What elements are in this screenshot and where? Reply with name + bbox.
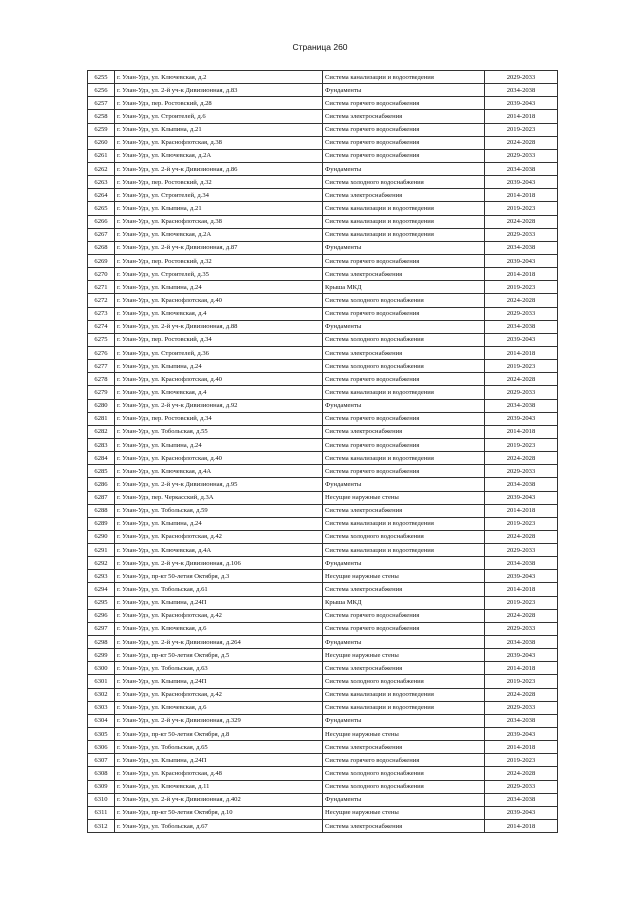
period-cell: 2024-2028 (485, 530, 558, 543)
period-cell: 2024-2028 (485, 609, 558, 622)
row-number-cell: 6270 (88, 268, 115, 281)
table-row (88, 71, 558, 84)
work-type-cell: Система горячего водоснабжения (323, 754, 485, 767)
table-row (88, 767, 558, 780)
row-number-cell: 6271 (88, 281, 115, 294)
work-type-cell: Система горячего водоснабжения (323, 307, 485, 320)
period-cell: 2024-2028 (485, 294, 558, 307)
address-cell: г. Улан-Удэ, ул. Ключевская, д.4А (115, 544, 323, 557)
table-row (88, 360, 558, 373)
table-row (88, 596, 558, 609)
address-cell: г. Улан-Удэ, ул. Строителей, д.35 (115, 268, 323, 281)
period-cell: 2029-2033 (485, 622, 558, 635)
table-row (88, 636, 558, 649)
table-row (88, 254, 558, 267)
table-row (88, 701, 558, 714)
table-row (88, 728, 558, 741)
table-row (88, 478, 558, 491)
work-type-cell: Система электроснабжения (323, 110, 485, 123)
address-cell: г. Улан-Удэ, ул. Ключевская, д.4А (115, 465, 323, 478)
address-cell: г. Улан-Удэ, ул. 2-й уч-к Дивизионная, д.88 (115, 320, 323, 333)
table-row (88, 609, 558, 622)
work-type-cell: Система холодного водоснабжения (323, 530, 485, 543)
table-row (88, 688, 558, 701)
period-cell: 2014-2018 (485, 268, 558, 281)
work-type-cell: Система электроснабжения (323, 268, 485, 281)
work-type-cell: Система горячего водоснабжения (323, 254, 485, 267)
table-row (88, 215, 558, 228)
period-cell: 2039-2043 (485, 491, 558, 504)
table-row (88, 793, 558, 806)
period-cell: 2034-2038 (485, 320, 558, 333)
row-number-cell: 6266 (88, 215, 115, 228)
address-cell: г. Улан-Удэ, ул. Ключевская, д.6 (115, 622, 323, 635)
work-type-cell: Система горячего водоснабжения (323, 465, 485, 478)
table-row (88, 714, 558, 727)
period-cell: 2029-2033 (485, 71, 558, 84)
table-row (88, 754, 558, 767)
table-row (88, 176, 558, 189)
row-number-cell: 6291 (88, 544, 115, 557)
address-cell: г. Улан-Удэ, ул. Клыпина, д.24 (115, 360, 323, 373)
address-cell: г. Улан-Удэ, ул. Строителей, д.6 (115, 110, 323, 123)
work-type-cell: Фундаменты (323, 636, 485, 649)
table-row (88, 241, 558, 254)
table-row (88, 452, 558, 465)
period-cell: 2029-2033 (485, 307, 558, 320)
work-type-cell: Система электроснабжения (323, 425, 485, 438)
address-cell: г. Улан-Удэ, ул. Ключевская, д.4 (115, 307, 323, 320)
period-cell: 2024-2028 (485, 373, 558, 386)
work-type-cell: Система холодного водоснабжения (323, 767, 485, 780)
address-cell: г. Улан-Удэ, ул. 2-й уч-к Дивизионная, д.83 (115, 84, 323, 97)
row-number-cell: 6306 (88, 741, 115, 754)
row-number-cell: 6259 (88, 123, 115, 136)
period-cell: 2019-2023 (485, 675, 558, 688)
row-number-cell: 6296 (88, 609, 115, 622)
period-cell: 2014-2018 (485, 741, 558, 754)
period-cell: 2019-2023 (485, 123, 558, 136)
period-cell: 2019-2023 (485, 596, 558, 609)
row-number-cell: 6307 (88, 754, 115, 767)
work-type-cell: Система электроснабжения (323, 346, 485, 359)
table-row (88, 346, 558, 359)
work-type-cell: Несущие наружные стены (323, 491, 485, 504)
page-header: Страница 260 (292, 42, 348, 52)
address-cell: г. Улан-Удэ, ул. 2-й уч-к Дивизионная, д.95 (115, 478, 323, 491)
period-cell: 2039-2043 (485, 97, 558, 110)
period-cell: 2029-2033 (485, 386, 558, 399)
table-row (88, 202, 558, 215)
row-number-cell: 6312 (88, 820, 115, 833)
period-cell: 2014-2018 (485, 820, 558, 833)
table-row (88, 228, 558, 241)
row-number-cell: 6278 (88, 373, 115, 386)
address-cell: г. Улан-Удэ, пер. Ростовский, д.32 (115, 254, 323, 267)
row-number-cell: 6260 (88, 136, 115, 149)
address-cell: г. Улан-Удэ, ул. Краснофлотская, д.48 (115, 767, 323, 780)
address-cell: г. Улан-Удэ, ул. Краснофлотская, д.40 (115, 294, 323, 307)
period-cell: 2029-2033 (485, 544, 558, 557)
table-row (88, 649, 558, 662)
row-number-cell: 6302 (88, 688, 115, 701)
address-cell: г. Улан-Удэ, пер. Ростовский, д.34 (115, 412, 323, 425)
table-row (88, 333, 558, 346)
table-row (88, 544, 558, 557)
period-cell: 2029-2033 (485, 228, 558, 241)
row-number-cell: 6299 (88, 649, 115, 662)
work-type-cell: Фундаменты (323, 478, 485, 491)
period-cell: 2014-2018 (485, 189, 558, 202)
address-cell: г. Улан-Удэ, пер. Ростовский, д.34 (115, 333, 323, 346)
table-row (88, 149, 558, 162)
work-type-cell: Система горячего водоснабжения (323, 149, 485, 162)
work-type-cell: Система холодного водоснабжения (323, 294, 485, 307)
address-cell: г. Улан-Удэ, ул. 2-й уч-к Дивизионная, д.106 (115, 557, 323, 570)
table-row (88, 504, 558, 517)
row-number-cell: 6273 (88, 307, 115, 320)
period-cell: 2034-2038 (485, 162, 558, 175)
address-cell: г. Улан-Удэ, ул. Ключевская, д.4 (115, 386, 323, 399)
row-number-cell: 6277 (88, 360, 115, 373)
address-cell: г. Улан-Удэ, пер. Ростовский, д.32 (115, 176, 323, 189)
work-type-cell: Система горячего водоснабжения (323, 609, 485, 622)
table-row (88, 662, 558, 675)
address-cell: г. Улан-Удэ, ул. 2-й уч-к Дивизионная, д.402 (115, 793, 323, 806)
address-cell: г. Улан-Удэ, ул. Клыпина, д.21 (115, 202, 323, 215)
row-number-cell: 6275 (88, 333, 115, 346)
address-cell: г. Улан-Удэ, ул. 2-й уч-к Дивизионная, д.86 (115, 162, 323, 175)
work-type-cell: Система канализации и водоотведения (323, 701, 485, 714)
table-row (88, 570, 558, 583)
row-number-cell: 6263 (88, 176, 115, 189)
address-cell: г. Улан-Удэ, ул. Краснофлотская, д.38 (115, 215, 323, 228)
address-cell: г. Улан-Удэ, ул. Тобольская, д.65 (115, 741, 323, 754)
period-cell: 2019-2023 (485, 202, 558, 215)
row-number-cell: 6283 (88, 438, 115, 451)
work-type-cell: Фундаменты (323, 162, 485, 175)
work-type-cell: Несущие наружные стены (323, 728, 485, 741)
row-number-cell: 6280 (88, 399, 115, 412)
period-cell: 2024-2028 (485, 136, 558, 149)
work-type-cell: Система канализации и водоотведения (323, 517, 485, 530)
period-cell: 2034-2038 (485, 793, 558, 806)
work-type-cell: Система электроснабжения (323, 583, 485, 596)
row-number-cell: 6303 (88, 701, 115, 714)
address-cell: г. Улан-Удэ, ул. Строителей, д.34 (115, 189, 323, 202)
work-type-cell: Система канализации и водоотведения (323, 228, 485, 241)
work-type-cell: Система холодного водоснабжения (323, 780, 485, 793)
period-cell: 2014-2018 (485, 110, 558, 123)
period-cell: 2019-2023 (485, 438, 558, 451)
row-number-cell: 6297 (88, 622, 115, 635)
period-cell: 2039-2043 (485, 333, 558, 346)
work-type-cell: Система канализации и водоотведения (323, 452, 485, 465)
period-cell: 2039-2043 (485, 806, 558, 819)
address-cell: г. Улан-Удэ, пер. Ростовский, д.28 (115, 97, 323, 110)
address-cell: г. Улан-Удэ, пр-кт 50-летия Октября, д.5 (115, 649, 323, 662)
work-type-cell: Крыша МКД (323, 281, 485, 294)
table-row (88, 97, 558, 110)
table-row (88, 675, 558, 688)
work-type-cell: Система горячего водоснабжения (323, 97, 485, 110)
table-row (88, 281, 558, 294)
row-number-cell: 6298 (88, 636, 115, 649)
period-cell: 2014-2018 (485, 662, 558, 675)
row-number-cell: 6300 (88, 662, 115, 675)
address-cell: г. Улан-Удэ, ул. 2-й уч-к Дивизионная, д.329 (115, 714, 323, 727)
table-row (88, 307, 558, 320)
work-type-cell: Несущие наружные стены (323, 649, 485, 662)
address-cell: г. Улан-Удэ, ул. Краснофлотская, д.40 (115, 373, 323, 386)
work-type-cell: Фундаменты (323, 714, 485, 727)
address-cell: г. Улан-Удэ, ул. Клыпина, д.24П (115, 675, 323, 688)
address-cell: г. Улан-Удэ, ул. Ключевская, д.2 (115, 71, 323, 84)
address-cell: г. Улан-Удэ, ул. Тобольская, д.55 (115, 425, 323, 438)
period-cell: 2019-2023 (485, 360, 558, 373)
table-row (88, 373, 558, 386)
work-type-cell: Система электроснабжения (323, 662, 485, 675)
row-number-cell: 6261 (88, 149, 115, 162)
table-row (88, 294, 558, 307)
address-cell: г. Улан-Удэ, ул. Тобольская, д.61 (115, 583, 323, 596)
period-cell: 2039-2043 (485, 254, 558, 267)
row-number-cell: 6285 (88, 465, 115, 478)
period-cell: 2034-2038 (485, 399, 558, 412)
row-number-cell: 6304 (88, 714, 115, 727)
table-row (88, 320, 558, 333)
address-cell: г. Улан-Удэ, пр-кт 50-летия Октября, д.8 (115, 728, 323, 741)
work-type-cell: Несущие наружные стены (323, 570, 485, 583)
period-cell: 2024-2028 (485, 215, 558, 228)
period-cell: 2024-2028 (485, 767, 558, 780)
work-type-cell: Система горячего водоснабжения (323, 412, 485, 425)
work-type-cell: Фундаменты (323, 399, 485, 412)
period-cell: 2034-2038 (485, 241, 558, 254)
period-cell: 2014-2018 (485, 504, 558, 517)
table-row (88, 438, 558, 451)
work-type-cell: Система электроснабжения (323, 741, 485, 754)
row-number-cell: 6290 (88, 530, 115, 543)
work-type-cell: Фундаменты (323, 84, 485, 97)
period-cell: 2034-2038 (485, 478, 558, 491)
row-number-cell: 6258 (88, 110, 115, 123)
period-cell: 2019-2023 (485, 281, 558, 294)
repair-schedule-table (87, 70, 558, 833)
period-cell: 2014-2018 (485, 583, 558, 596)
address-cell: г. Улан-Удэ, пр-кт 50-летия Октября, д.3 (115, 570, 323, 583)
period-cell: 2014-2018 (485, 425, 558, 438)
period-cell: 2039-2043 (485, 728, 558, 741)
work-type-cell: Крыша МКД (323, 596, 485, 609)
address-cell: г. Улан-Удэ, ул. Краснофлотская, д.38 (115, 136, 323, 149)
period-cell: 2019-2023 (485, 754, 558, 767)
work-type-cell: Система канализации и водоотведения (323, 215, 485, 228)
address-cell: г. Улан-Удэ, пер. Черкасский, д.3А (115, 491, 323, 504)
work-type-cell: Система электроснабжения (323, 820, 485, 833)
row-number-cell: 6301 (88, 675, 115, 688)
row-number-cell: 6305 (88, 728, 115, 741)
row-number-cell: 6284 (88, 452, 115, 465)
table-row (88, 557, 558, 570)
work-type-cell: Система канализации и водоотведения (323, 202, 485, 215)
work-type-cell: Система горячего водоснабжения (323, 622, 485, 635)
row-number-cell: 6268 (88, 241, 115, 254)
address-cell: г. Улан-Удэ, ул. Строителей, д.36 (115, 346, 323, 359)
period-cell: 2024-2028 (485, 452, 558, 465)
work-type-cell: Фундаменты (323, 320, 485, 333)
address-cell: г. Улан-Удэ, ул. Ключевская, д.11 (115, 780, 323, 793)
row-number-cell: 6295 (88, 596, 115, 609)
period-cell: 2029-2033 (485, 701, 558, 714)
table-row (88, 517, 558, 530)
row-number-cell: 6308 (88, 767, 115, 780)
table-row (88, 412, 558, 425)
address-cell: г. Улан-Удэ, ул. Клыпина, д.24 (115, 517, 323, 530)
work-type-cell: Система канализации и водоотведения (323, 71, 485, 84)
row-number-cell: 6272 (88, 294, 115, 307)
table-row (88, 123, 558, 136)
address-cell: г. Улан-Удэ, ул. Краснофлотская, д.42 (115, 688, 323, 701)
address-cell: г. Улан-Удэ, ул. Краснофлотская, д.42 (115, 609, 323, 622)
row-number-cell: 6310 (88, 793, 115, 806)
row-number-cell: 6274 (88, 320, 115, 333)
work-type-cell: Фундаменты (323, 241, 485, 254)
row-number-cell: 6279 (88, 386, 115, 399)
address-cell: г. Улан-Удэ, ул. 2-й уч-к Дивизионная, д.92 (115, 399, 323, 412)
address-cell: г. Улан-Удэ, ул. Ключевская, д.2А (115, 149, 323, 162)
row-number-cell: 6267 (88, 228, 115, 241)
row-number-cell: 6269 (88, 254, 115, 267)
period-cell: 2019-2023 (485, 517, 558, 530)
table-row (88, 162, 558, 175)
work-type-cell: Система горячего водоснабжения (323, 373, 485, 386)
work-type-cell: Система холодного водоснабжения (323, 675, 485, 688)
address-cell: г. Улан-Удэ, пр-кт 50-летия Октября, д.10 (115, 806, 323, 819)
work-type-cell: Система канализации и водоотведения (323, 386, 485, 399)
period-cell: 2039-2043 (485, 176, 558, 189)
row-number-cell: 6265 (88, 202, 115, 215)
row-number-cell: 6257 (88, 97, 115, 110)
address-cell: г. Улан-Удэ, ул. Клыпина, д.21 (115, 123, 323, 136)
address-cell: г. Улан-Удэ, ул. Клыпина, д.24П (115, 754, 323, 767)
work-type-cell: Несущие наружные стены (323, 806, 485, 819)
row-number-cell: 6292 (88, 557, 115, 570)
address-cell: г. Улан-Удэ, ул. Тобольская, д.59 (115, 504, 323, 517)
address-cell: г. Улан-Удэ, ул. Тобольская, д.67 (115, 820, 323, 833)
table-row (88, 806, 558, 819)
work-type-cell: Фундаменты (323, 557, 485, 570)
table-row (88, 530, 558, 543)
row-number-cell: 6281 (88, 412, 115, 425)
period-cell: 2034-2038 (485, 714, 558, 727)
address-cell: г. Улан-Удэ, ул. Ключевская, д.6 (115, 701, 323, 714)
table-row (88, 465, 558, 478)
table-row (88, 399, 558, 412)
period-cell: 2039-2043 (485, 570, 558, 583)
period-cell: 2029-2033 (485, 465, 558, 478)
table-row (88, 491, 558, 504)
period-cell: 2039-2043 (485, 412, 558, 425)
row-number-cell: 6264 (88, 189, 115, 202)
table-row (88, 84, 558, 97)
row-number-cell: 6282 (88, 425, 115, 438)
table-row (88, 820, 558, 833)
work-type-cell: Система канализации и водоотведения (323, 544, 485, 557)
work-type-cell: Система электроснабжения (323, 504, 485, 517)
work-type-cell: Система канализации и водоотведения (323, 688, 485, 701)
period-cell: 2034-2038 (485, 84, 558, 97)
row-number-cell: 6309 (88, 780, 115, 793)
address-cell: г. Улан-Удэ, ул. Клыпина, д.24 (115, 438, 323, 451)
row-number-cell: 6293 (88, 570, 115, 583)
table-row (88, 425, 558, 438)
address-cell: г. Улан-Удэ, ул. 2-й уч-к Дивизионная, д.264 (115, 636, 323, 649)
table-row (88, 189, 558, 202)
row-number-cell: 6262 (88, 162, 115, 175)
work-type-cell: Система холодного водоснабжения (323, 333, 485, 346)
address-cell: г. Улан-Удэ, ул. Тобольская, д.63 (115, 662, 323, 675)
period-cell: 2024-2028 (485, 688, 558, 701)
address-cell: г. Улан-Удэ, ул. Клыпина, д.24П (115, 596, 323, 609)
work-type-cell: Фундаменты (323, 793, 485, 806)
table-row (88, 622, 558, 635)
row-number-cell: 6288 (88, 504, 115, 517)
table-row (88, 386, 558, 399)
row-number-cell: 6289 (88, 517, 115, 530)
address-cell: г. Улан-Удэ, ул. Ключевская, д.2А (115, 228, 323, 241)
period-cell: 2034-2038 (485, 636, 558, 649)
table-row (88, 583, 558, 596)
table-row (88, 780, 558, 793)
period-cell: 2029-2033 (485, 149, 558, 162)
row-number-cell: 6287 (88, 491, 115, 504)
table-row (88, 136, 558, 149)
period-cell: 2034-2038 (485, 557, 558, 570)
work-type-cell: Система горячего водоснабжения (323, 438, 485, 451)
work-type-cell: Система горячего водоснабжения (323, 136, 485, 149)
work-type-cell: Система холодного водоснабжения (323, 360, 485, 373)
table-row (88, 268, 558, 281)
table-row (88, 110, 558, 123)
table-body (88, 71, 558, 833)
period-cell: 2039-2043 (485, 649, 558, 662)
row-number-cell: 6256 (88, 84, 115, 97)
work-type-cell: Система холодного водоснабжения (323, 176, 485, 189)
row-number-cell: 6311 (88, 806, 115, 819)
work-type-cell: Система электроснабжения (323, 189, 485, 202)
address-cell: г. Улан-Удэ, ул. Краснофлотская, д.42 (115, 530, 323, 543)
row-number-cell: 6255 (88, 71, 115, 84)
period-cell: 2029-2033 (485, 780, 558, 793)
address-cell: г. Улан-Удэ, ул. 2-й уч-к Дивизионная, д.87 (115, 241, 323, 254)
work-type-cell: Система горячего водоснабжения (323, 123, 485, 136)
row-number-cell: 6276 (88, 346, 115, 359)
row-number-cell: 6294 (88, 583, 115, 596)
period-cell: 2014-2018 (485, 346, 558, 359)
table-row (88, 741, 558, 754)
address-cell: г. Улан-Удэ, ул. Клыпина, д.24 (115, 281, 323, 294)
address-cell: г. Улан-Удэ, ул. Краснофлотская, д.40 (115, 452, 323, 465)
row-number-cell: 6286 (88, 478, 115, 491)
